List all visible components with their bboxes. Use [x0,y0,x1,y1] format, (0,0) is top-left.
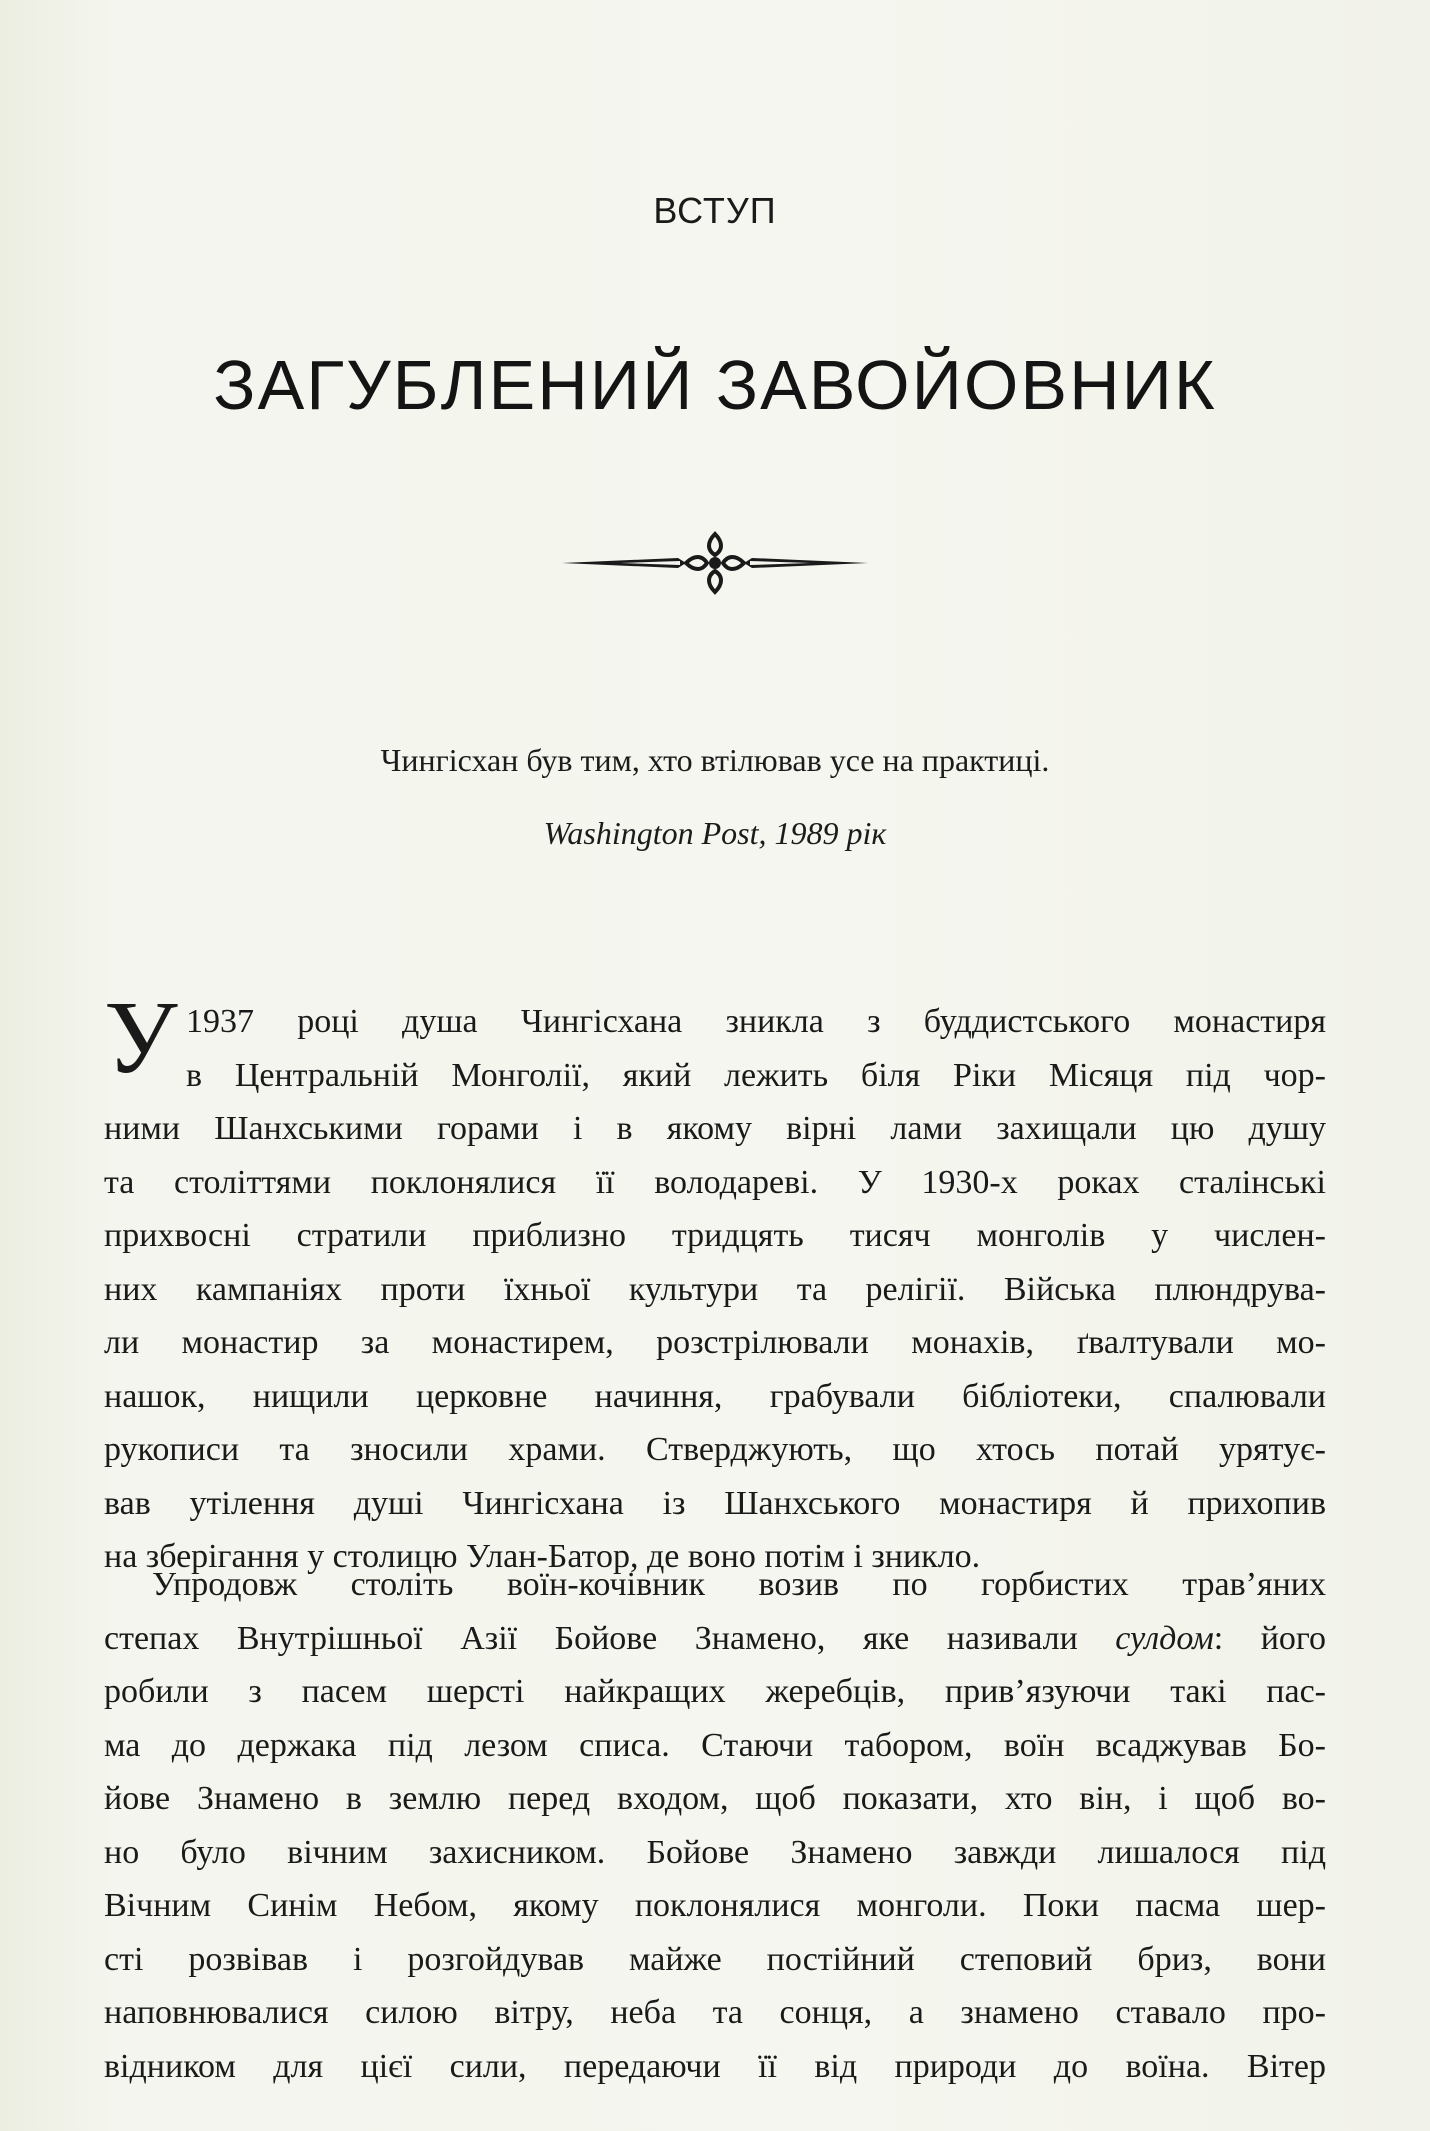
paragraph-line: наповнювалися силою вітру, неба та сонця, а знамено ставало про- [104,1994,1326,2031]
text-run: степах Внутрішньої Азії Бойове Знамено, яке називали [104,1619,1116,1657]
drop-cap: У [104,980,178,1095]
paragraph-line: 1937 році душа Чингісхана зникла з буддистського монастиря [186,1003,1326,1040]
paragraph-line: них кампаніях проти їхньої культури та релігії. Війська плюндрува- [104,1270,1326,1308]
paragraph-line: ними Шанхськими горами і в якому вірні лами захищали цю душу [104,1110,1326,1147]
paragraph-line: йове Знамено в землю перед входом, щоб показати, хто він, і щоб во- [104,1780,1326,1817]
text-run: : його [1213,1619,1326,1657]
italic-term: сулдом [1115,1619,1214,1657]
epigraph-source: Washington Post, 1989 рік [543,815,887,851]
paragraph-line: відником для цієї сили, передаючи її від природи до воїна. Вітер [104,2047,1326,2085]
paragraph-line [104,1612,1326,1666]
section-label: ВСТУП [653,190,777,231]
paragraph-line: Упродовж століть воїн-кочівник возив по горбистих трав’яних [152,1566,1326,1603]
paragraph-line: Вічним Синім Небом, якому поклонялися монголи. Поки пасма шер- [104,1887,1326,1924]
paragraph-line: прихвосні стратили приблизно тридцять тисяч монголів у числен- [104,1217,1326,1254]
paragraph-line: ма до держака під лезом списа. Стаючи табором, воїн всаджував Бо- [104,1726,1326,1764]
paragraph-line: на зберігання у столицю Улан-Батор, де воно потім і зникло. [104,1538,981,1575]
paragraph-line: в Центральній Монголії, який лежить біля Ріки Місяця під чор- [186,1056,1326,1094]
paragraph-1 [104,995,1326,1584]
paragraph-line: та століттями поклонялися її володареві. У 1930-х роках сталінські [104,1163,1326,1201]
paragraph-2 [104,1558,1326,2093]
paragraph-line: рукописи та зносили храми. Стверджують, що хтось потай урятує- [104,1431,1326,1468]
paragraph-line: вав утілення душі Чингісхана із Шанхського монастиря й прихопив [104,1484,1326,1522]
paragraph-line: робили з пасем шерсті найкращих жеребців, прив’язуючи такі пас- [104,1673,1326,1710]
paragraph-line: ли монастир за монастирем, розстрілювали монахів, ґвалтували мо- [104,1324,1326,1361]
chapter-title: ЗАГУБЛЕНИЙ ЗАВОЙОВНИК [213,346,1217,424]
paragraph-line: сті розвівав і розгойдував майже постійний степовий бриз, вони [104,1940,1326,1978]
decorative-fleuron-icon [560,528,870,598]
epigraph-quote: Чингісхан був тим, хто втілював усе на практиці. [380,742,1050,778]
paragraph-line: нашок, нищили церковне начиння, грабували бібліотеки, спалювали [104,1377,1326,1415]
paragraph-line: но було вічним захисником. Бойове Знамено завжди лишалося під [104,1833,1326,1871]
